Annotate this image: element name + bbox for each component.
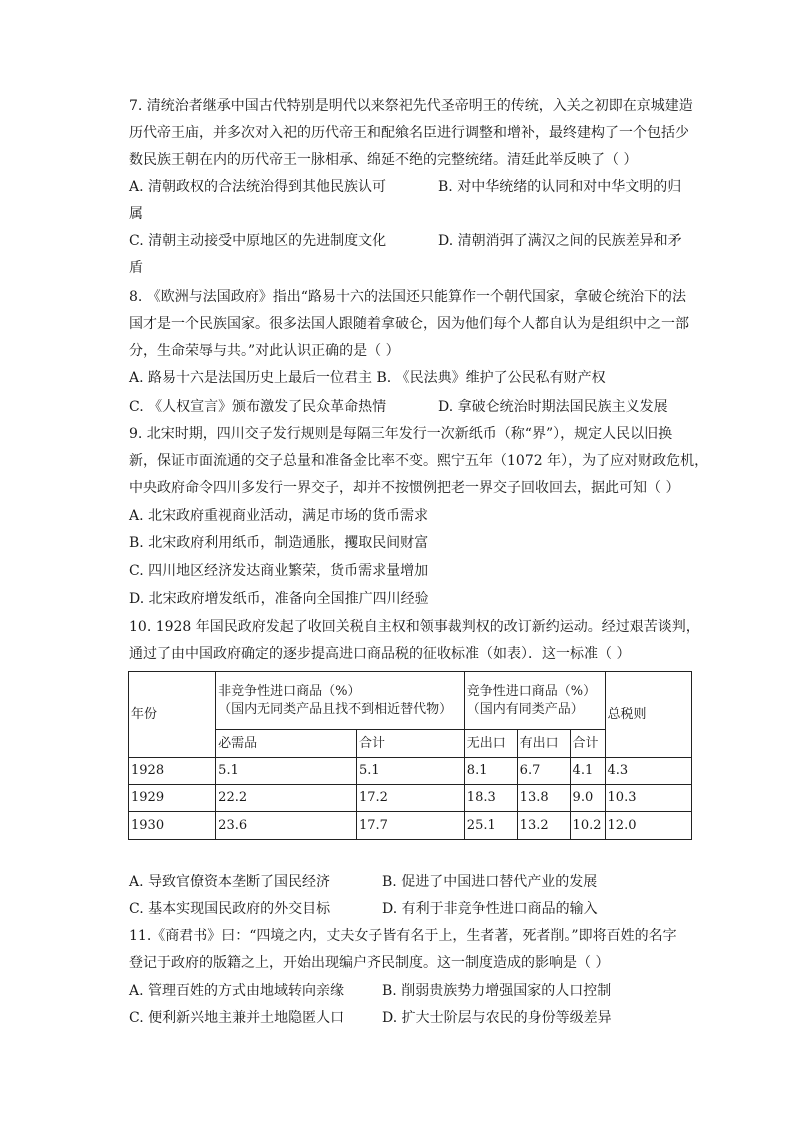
noncompetitive-total-header: 合计 bbox=[356, 730, 464, 758]
q10-option-a[interactable]: A. 导致官僚资本垄断了国民经济 bbox=[129, 874, 331, 890]
tariff-table bbox=[128, 671, 692, 840]
q9-stem-line-1: 9. 北宋时期，四川交子发行规则是每隔三年发行一次新纸币（称“界”），规定人民以旧换 bbox=[129, 426, 673, 442]
q7-stem-line-2: 历代帝王庙，并多次对入祀的历代帝王和配飨名臣进行调整和增补，最终建构了一个包括少 bbox=[129, 125, 689, 141]
noncompetitive-header: 非竞争性进口商品（%） bbox=[218, 683, 361, 699]
table-cell: 1928 bbox=[129, 758, 216, 785]
table-cell: 18.3 bbox=[464, 785, 517, 812]
table-row bbox=[129, 812, 692, 840]
table-cell: 9.0 bbox=[570, 785, 605, 812]
q11-option-d[interactable]: D. 扩大士阶层与农民的身份等级差异 bbox=[382, 1010, 612, 1026]
q9-stem-line-2: 新，保证市面流通的交子总量和准备金比率不变。熙宁五年（1072 年），为了应对财政危机， bbox=[129, 453, 709, 469]
table-cell: 4.3 bbox=[605, 758, 691, 785]
q9-option-c[interactable]: C. 四川地区经济发达商业繁荣，货币需求量增加 bbox=[129, 563, 429, 579]
table-cell: 10.3 bbox=[605, 785, 691, 812]
q11-option-c[interactable]: C. 便利新兴地主兼并土地隐匿人口 bbox=[129, 1010, 345, 1026]
table-cell: 4.1 bbox=[570, 758, 605, 785]
q10-stem-line-1: 10. 1928 年国民政府发起了收回关税自主权和领事裁判权的改订新约运动。经过艰苦谈判， bbox=[129, 619, 700, 635]
q11-option-a[interactable]: A. 管理百姓的方式由地域转向亲缘 bbox=[129, 983, 345, 999]
table-cell: 17.7 bbox=[356, 812, 464, 840]
table-cell: 6.7 bbox=[517, 758, 570, 785]
q10-option-c[interactable]: C. 基本实现国民政府的外交目标 bbox=[129, 901, 331, 917]
q9-option-b[interactable]: B. 北宋政府利用纸币，制造通胀，攫取民间财富 bbox=[129, 535, 429, 551]
table-cell: 22.2 bbox=[216, 785, 357, 812]
q8-option-c[interactable]: C. 《人权宣言》颁布激发了民众革命热情 bbox=[129, 399, 387, 415]
q9-option-a[interactable]: A. 北宋政府重视商业活动，满足市场的货币需求 bbox=[129, 508, 429, 524]
q10-stem-line-2: 通过了由中国政府确定的逐步提高进口商品税的征收标准（如表）．这一标准（ ） bbox=[129, 646, 631, 662]
q11-stem-line-2: 登记于政府的版籍之上，开始出现编户齐民制度。这一制度造成的影响是（ ） bbox=[129, 955, 610, 971]
q9-option-d[interactable]: D. 北宋政府增发纸币，准备向全国推广四川经验 bbox=[129, 591, 429, 607]
noncompetitive-subheader: （国内无同类产品且找不到相近替代物） bbox=[218, 701, 453, 717]
q11-option-b[interactable]: B. 削弱贵族势力增强国家的人口控制 bbox=[382, 983, 612, 999]
competitive-header-cell bbox=[464, 672, 605, 730]
table-cell: 10.2 bbox=[570, 812, 605, 840]
table-row bbox=[129, 785, 692, 812]
total-tariff-header: 总税则 bbox=[605, 672, 691, 758]
table-cell: 12.0 bbox=[605, 812, 691, 840]
has-export-header: 有出口 bbox=[517, 730, 570, 758]
no-export-header: 无出口 bbox=[464, 730, 517, 758]
necessities-header: 必需品 bbox=[216, 730, 357, 758]
q10-option-b[interactable]: B. 促进了中国进口替代产业的发展 bbox=[382, 874, 598, 890]
q7-option-a[interactable]: A. 清朝政权的合法统治得到其他民族认可 bbox=[129, 179, 387, 195]
noncompetitive-header-cell bbox=[216, 672, 465, 730]
table-cell: 1930 bbox=[129, 812, 216, 840]
q7-option-b[interactable]: B. 对中华统绪的认同和对中华文明的归 bbox=[438, 179, 682, 195]
q10-option-d[interactable]: D. 有利于非竞争性进口商品的输入 bbox=[382, 901, 598, 917]
q7-option-d-continued: 盾 bbox=[129, 260, 143, 276]
q7-option-c[interactable]: C. 清朝主动接受中原地区的先进制度文化 bbox=[129, 233, 387, 249]
table-cell: 5.1 bbox=[216, 758, 357, 785]
competitive-total-header: 合计 bbox=[570, 730, 605, 758]
competitive-subheader: （国内有同类产品） bbox=[466, 701, 584, 717]
table-row bbox=[129, 758, 692, 785]
q8-stem-line-3: 分，生命荣辱与共。”对此认识正确的是（ ） bbox=[129, 343, 400, 359]
q7-option-b-continued: 属 bbox=[129, 206, 143, 222]
table-cell: 25.1 bbox=[464, 812, 517, 840]
q11-stem-line-1: 11.《商君书》曰：“四境之内，丈夫女子皆有名于上，生者著，死者削。”即将百姓的名字 bbox=[129, 928, 677, 944]
table-cell: 13.8 bbox=[517, 785, 570, 812]
q7-option-d[interactable]: D. 清朝消弭了满汉之间的民族差异和矛 bbox=[438, 233, 682, 249]
table-cell: 17.2 bbox=[356, 785, 464, 812]
q8-stem-line-2: 国才是一个民族国家。很多法国人跟随着拿破仑，因为他们每个人都自认为是组织中之一部 bbox=[129, 316, 689, 332]
year-header: 年份 bbox=[129, 672, 216, 758]
table-cell: 23.6 bbox=[216, 812, 357, 840]
competitive-header: 竞争性进口商品（%） bbox=[466, 683, 597, 699]
q7-stem-line-1: 7. 清统治者继承中国古代特别是明代以来祭祀先代圣帝明王的传统，入关之初即在京城建造 bbox=[129, 98, 693, 114]
table-cell: 1929 bbox=[129, 785, 216, 812]
table-cell: 8.1 bbox=[464, 758, 517, 785]
table-cell: 13.2 bbox=[517, 812, 570, 840]
q8-option-d[interactable]: D. 拿破仑统治时期法国民族主义发展 bbox=[438, 399, 668, 415]
table-cell: 5.1 bbox=[356, 758, 464, 785]
q7-stem-line-3: 数民族王朝在内的历代帝王一脉相承、绵延不绝的完整统绪。清廷此举反映了（ ） bbox=[129, 152, 638, 168]
q9-stem-line-3: 中央政府命令四川多发行一界交子，却并不按惯例把老一界交子回收回去，据此可知（ ） bbox=[129, 480, 680, 496]
q8-option-a-b[interactable]: A. 路易十六是法国历史上最后一位君主 B. 《民法典》维护了公民私有财产权 bbox=[129, 370, 606, 386]
q8-stem-line-1: 8. 《欧洲与法国政府》指出“路易十六的法国还只能算作一个朝代国家，拿破仑统治下的法 bbox=[129, 289, 686, 305]
